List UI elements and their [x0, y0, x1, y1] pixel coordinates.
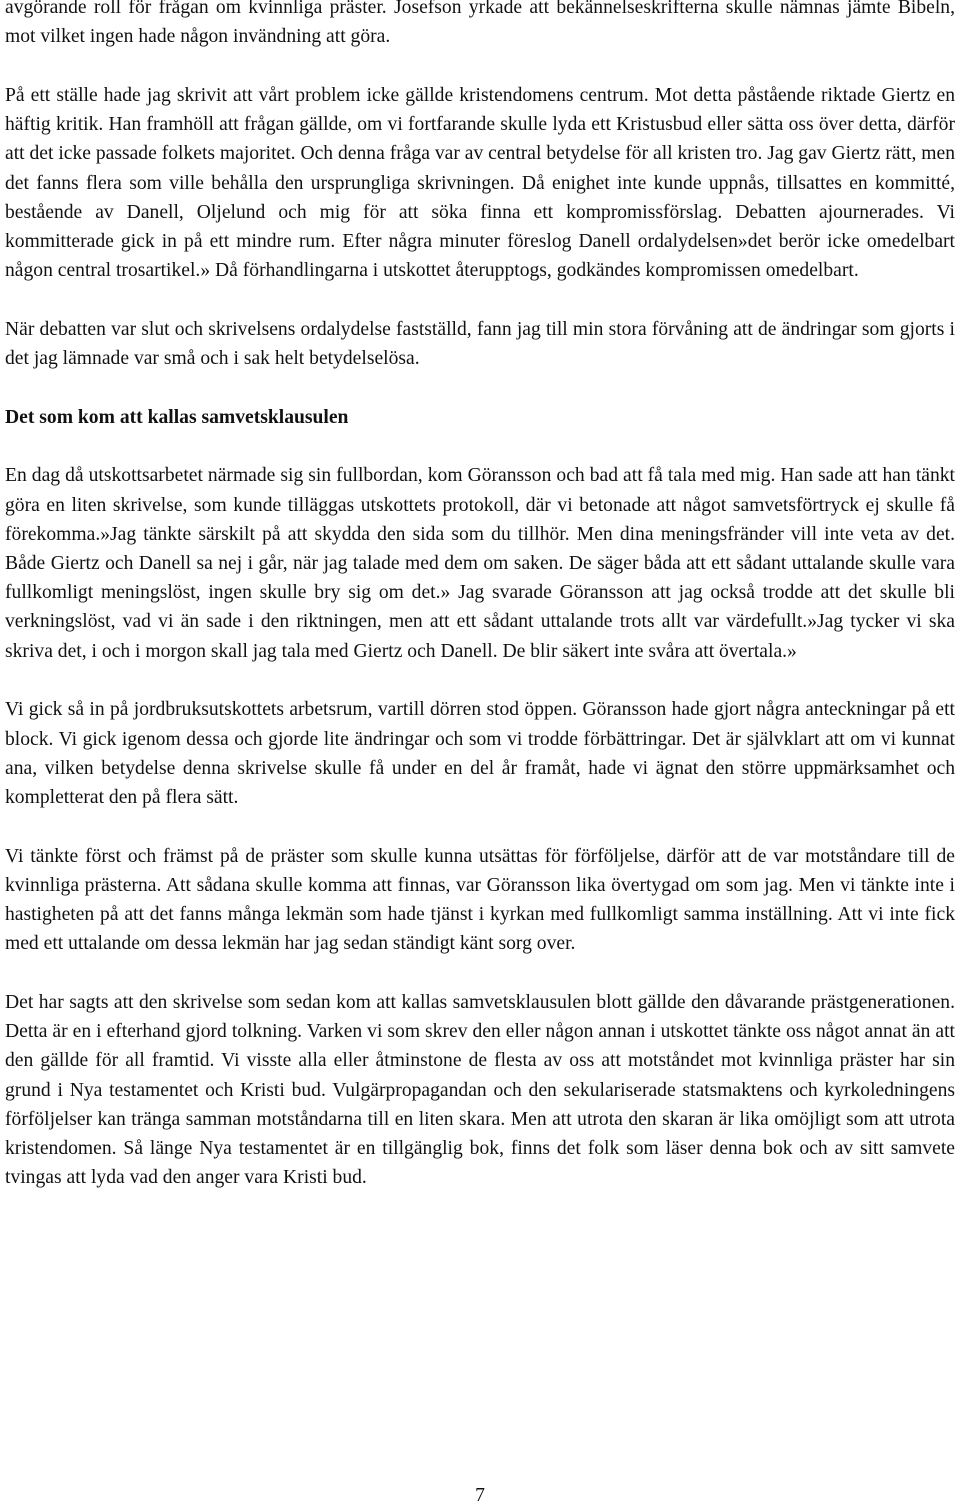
paragraph-4: En dag då utskottsarbetet närmade sig sin fullbordan, kom Göransson och bad att få tala med mig. Han sade att han tänkt göra en liten skrivelse, som kunde tilläggas utskottets protokoll, där vi betonade att något samvetsförtryck ej skulle få förekomma.»Jag tänkte särskilt på att skydda den sida som du tillhör. Men dina meningsfränder vill inte veta av det. Både Giertz och Danell sa nej i går, när jag talade med dem om saken. De säger båda att ett sådant uttalande skulle vara fullkomligt meningslöst, ingen skulle bry sig om det.» Jag svarade Göransson att jag också trodde att det skulle bli verkningslöst, vad vi än sade i den riktningen, men att ett sådant uttalande trots allt var värdefullt.»Jag tycker vi ska skriva det, i och i morgon skall jag tala med Giertz och Danell. De blir säkert inte svåra att övertala.»	[5, 465, 955, 662]
page-number: 7	[475, 1485, 485, 1506]
paragraph-2: På ett ställe hade jag skrivit att vårt problem icke gällde kristendomens centrum. Mot detta påstående riktade Giertz en häftig kritik. Han framhöll att frågan gällde, om vi fortfarande skulle lyda ett Kristusbud eller sätta oss över detta, därför att det icke passade folkets majoritet. Och denna fråga var av central betydelse för all kristen tro. Jag gav Giertz rätt, men det fanns flera som ville behålla den ursprungliga skrivningen. Då enighet inte kunde uppnås, tillsattes en kommitté, bestående av Danell, Oljelund och mig för att söka finna ett kompromissförslag. Debatten ajournerades. Vi kommitterade gick in på ett mindre rum. Efter några minuter föreslog Danell ordalydelsen»det berör icke omedelbart någon central trosartikel.» Då förhandlingarna i utskottet återupptogs, godkändes kompromissen omedelbart.	[5, 84, 955, 282]
paragraph-5: Vi gick så in på jordbruksutskottets arbetsrum, vartill dörren stod öppen. Göransson hade gjort några anteckningar på ett block. Vi gick igenom dessa och gjorde lite ändringar och som vi trodde förbättringar. Det är självklart att om vi kunnat ana, vilken betydelse denna skrivelse skulle få under en del år framåt, hade vi ägnat den större uppmärksamhet och kompletterat den på flera sätt.	[5, 699, 955, 808]
paragraph-1: avgörande roll för frågan om kvinnliga präster. Josefson yrkade att bekännelseskrifterna skulle nämnas jämte Bibeln, mot vilket ingen hade någon invändning att göra.	[5, 0, 955, 48]
section-heading: Det som kom att kallas samvetsklausulen	[5, 406, 349, 428]
document-page	[5, 0, 955, 1192]
paragraph-3: När debatten var slut och skrivelsens ordalydelse fastställd, fann jag till min stora förvåning att de ändringar som gjorts i det jag lämnade var små och i sak helt betydelselösa.	[5, 318, 955, 370]
paragraph-6: Vi tänkte först och främst på de präster som skulle kunna utsättas för förföljelse, därför att de var motståndare till de kvinnliga prästerna. Att sådana skulle komma att finnas, var Göransson lika övertygad om som jag. Men vi tänkte inte i hastigheten på att det fanns många lekmän som hade tjänst i kyrkan med fullkomligt samma inställning. Att vi inte fick med ett uttalande om dessa lekmän har jag sedan ständigt känt sorg over.	[5, 845, 955, 955]
paragraph-7: Det har sagts att den skrivelse som sedan kom att kallas samvetsklausulen blott gällde den dåvarande prästgenerationen. Detta är en i efterhand gjord tolkning. Varken vi som skrev den eller någon annan i utskottet tänkte oss något annat än att den gällde för all framtid. Vi visste alla eller åtminstone de flesta av oss att motståndet mot kvinnliga präster har sin grund i Nya testamentet och Kristi bud. Vulgärpropagandan och den sekulariserade statsmaktens och kyrkoledningens förföljelser kan tränga samman motståndarna till en liten skara. Men att utrota den skaran är lika omöjligt som att utrota kristendomen. Så länge Nya testamentet är en tillgänglig bok, finns det folk som läser denna bok och av sitt samvete tvingas att lyda vad den anger vara Kristi bud.	[5, 991, 955, 1189]
